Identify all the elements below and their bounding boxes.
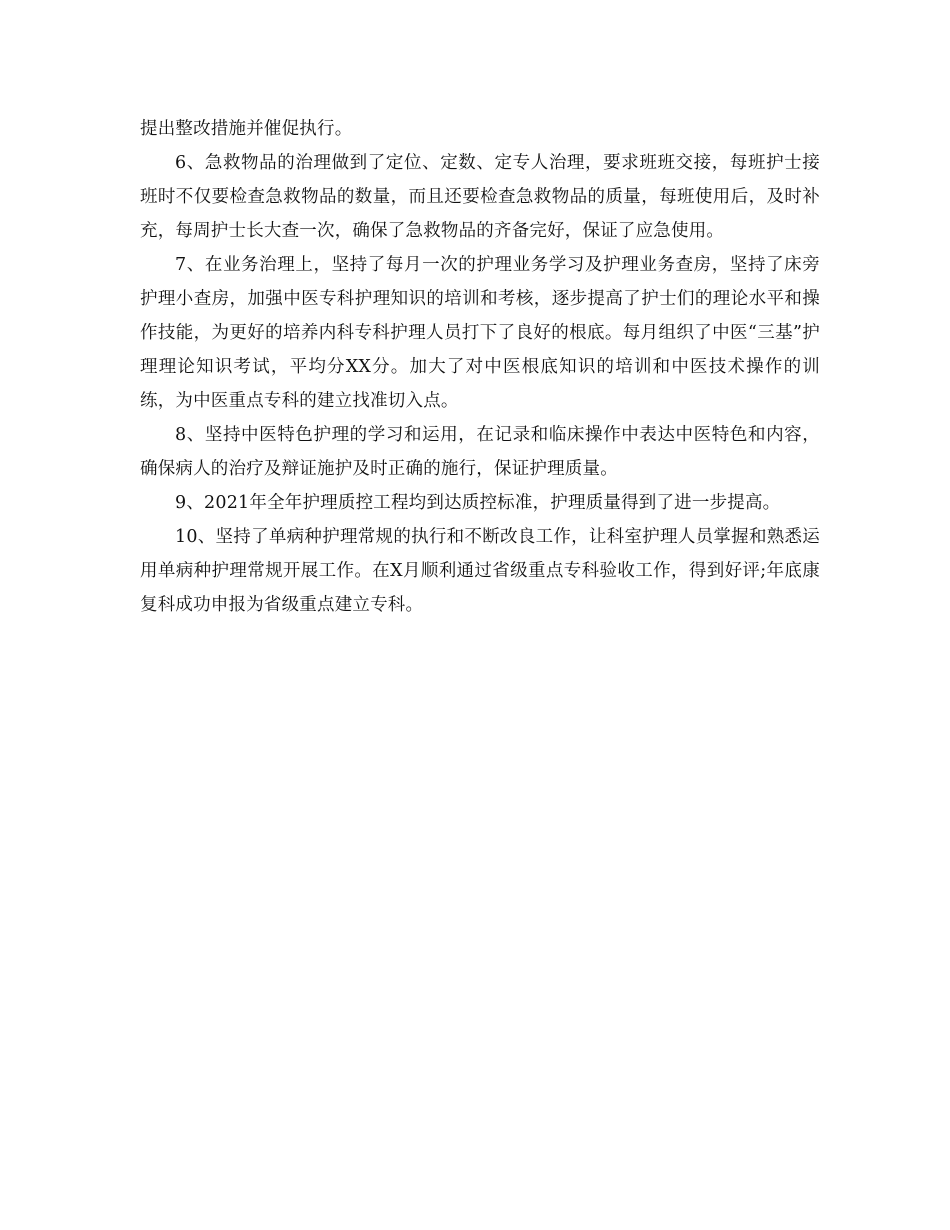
paragraph-item-8: 8、坚持中医特色护理的学习和运用，在记录和临床操作中表达中医特色和内容，确保病人的治疗及辩证施护及时正确的施行，保证护理质量。 [140, 425, 820, 479]
paragraph-item-6: 6、急救物品的治理做到了定位、定数、定专人治理，要求班班交接，每班护士接班时不仅要检查急救物品的数量，而且还要检查急救物品的质量，每班使用后，及时补充，每周护士长大查一次，确保了急救物品的齐备完好，保证了应急使用。 [140, 153, 820, 241]
paragraph-item-9: 9、2021年全年护理质控工程均到达质控标准，护理质量得到了进一步提高。 [175, 493, 781, 513]
paragraph-item-7: 7、在业务治理上，坚持了每月一次的护理业务学习及护理业务查房，坚持了床旁护理小查房，加强中医专科护理知识的培训和考核，逐步提高了护士们的理论水平和操作技能，为更好的培养内科专科护理人员打下了良好的根底。每月组织了中医“三基”护理理论知识考试，平均分XX分。加大了对中医根底知识的培训和中医技术操作的训练，为中医重点专科的建立找准切入点。 [140, 255, 820, 411]
paragraph-continuation: 提出整改措施并催促执行。 [140, 119, 353, 139]
paragraph-item-10: 10、坚持了单病种护理常规的执行和不断改良工作，让科室护理人员掌握和熟悉运用单病种护理常规开展工作。在X月顺利通过省级重点专科验收工作，得到好评;年底康复科成功申报为省级重点建立专科。 [140, 527, 820, 615]
document-body [140, 112, 820, 622]
